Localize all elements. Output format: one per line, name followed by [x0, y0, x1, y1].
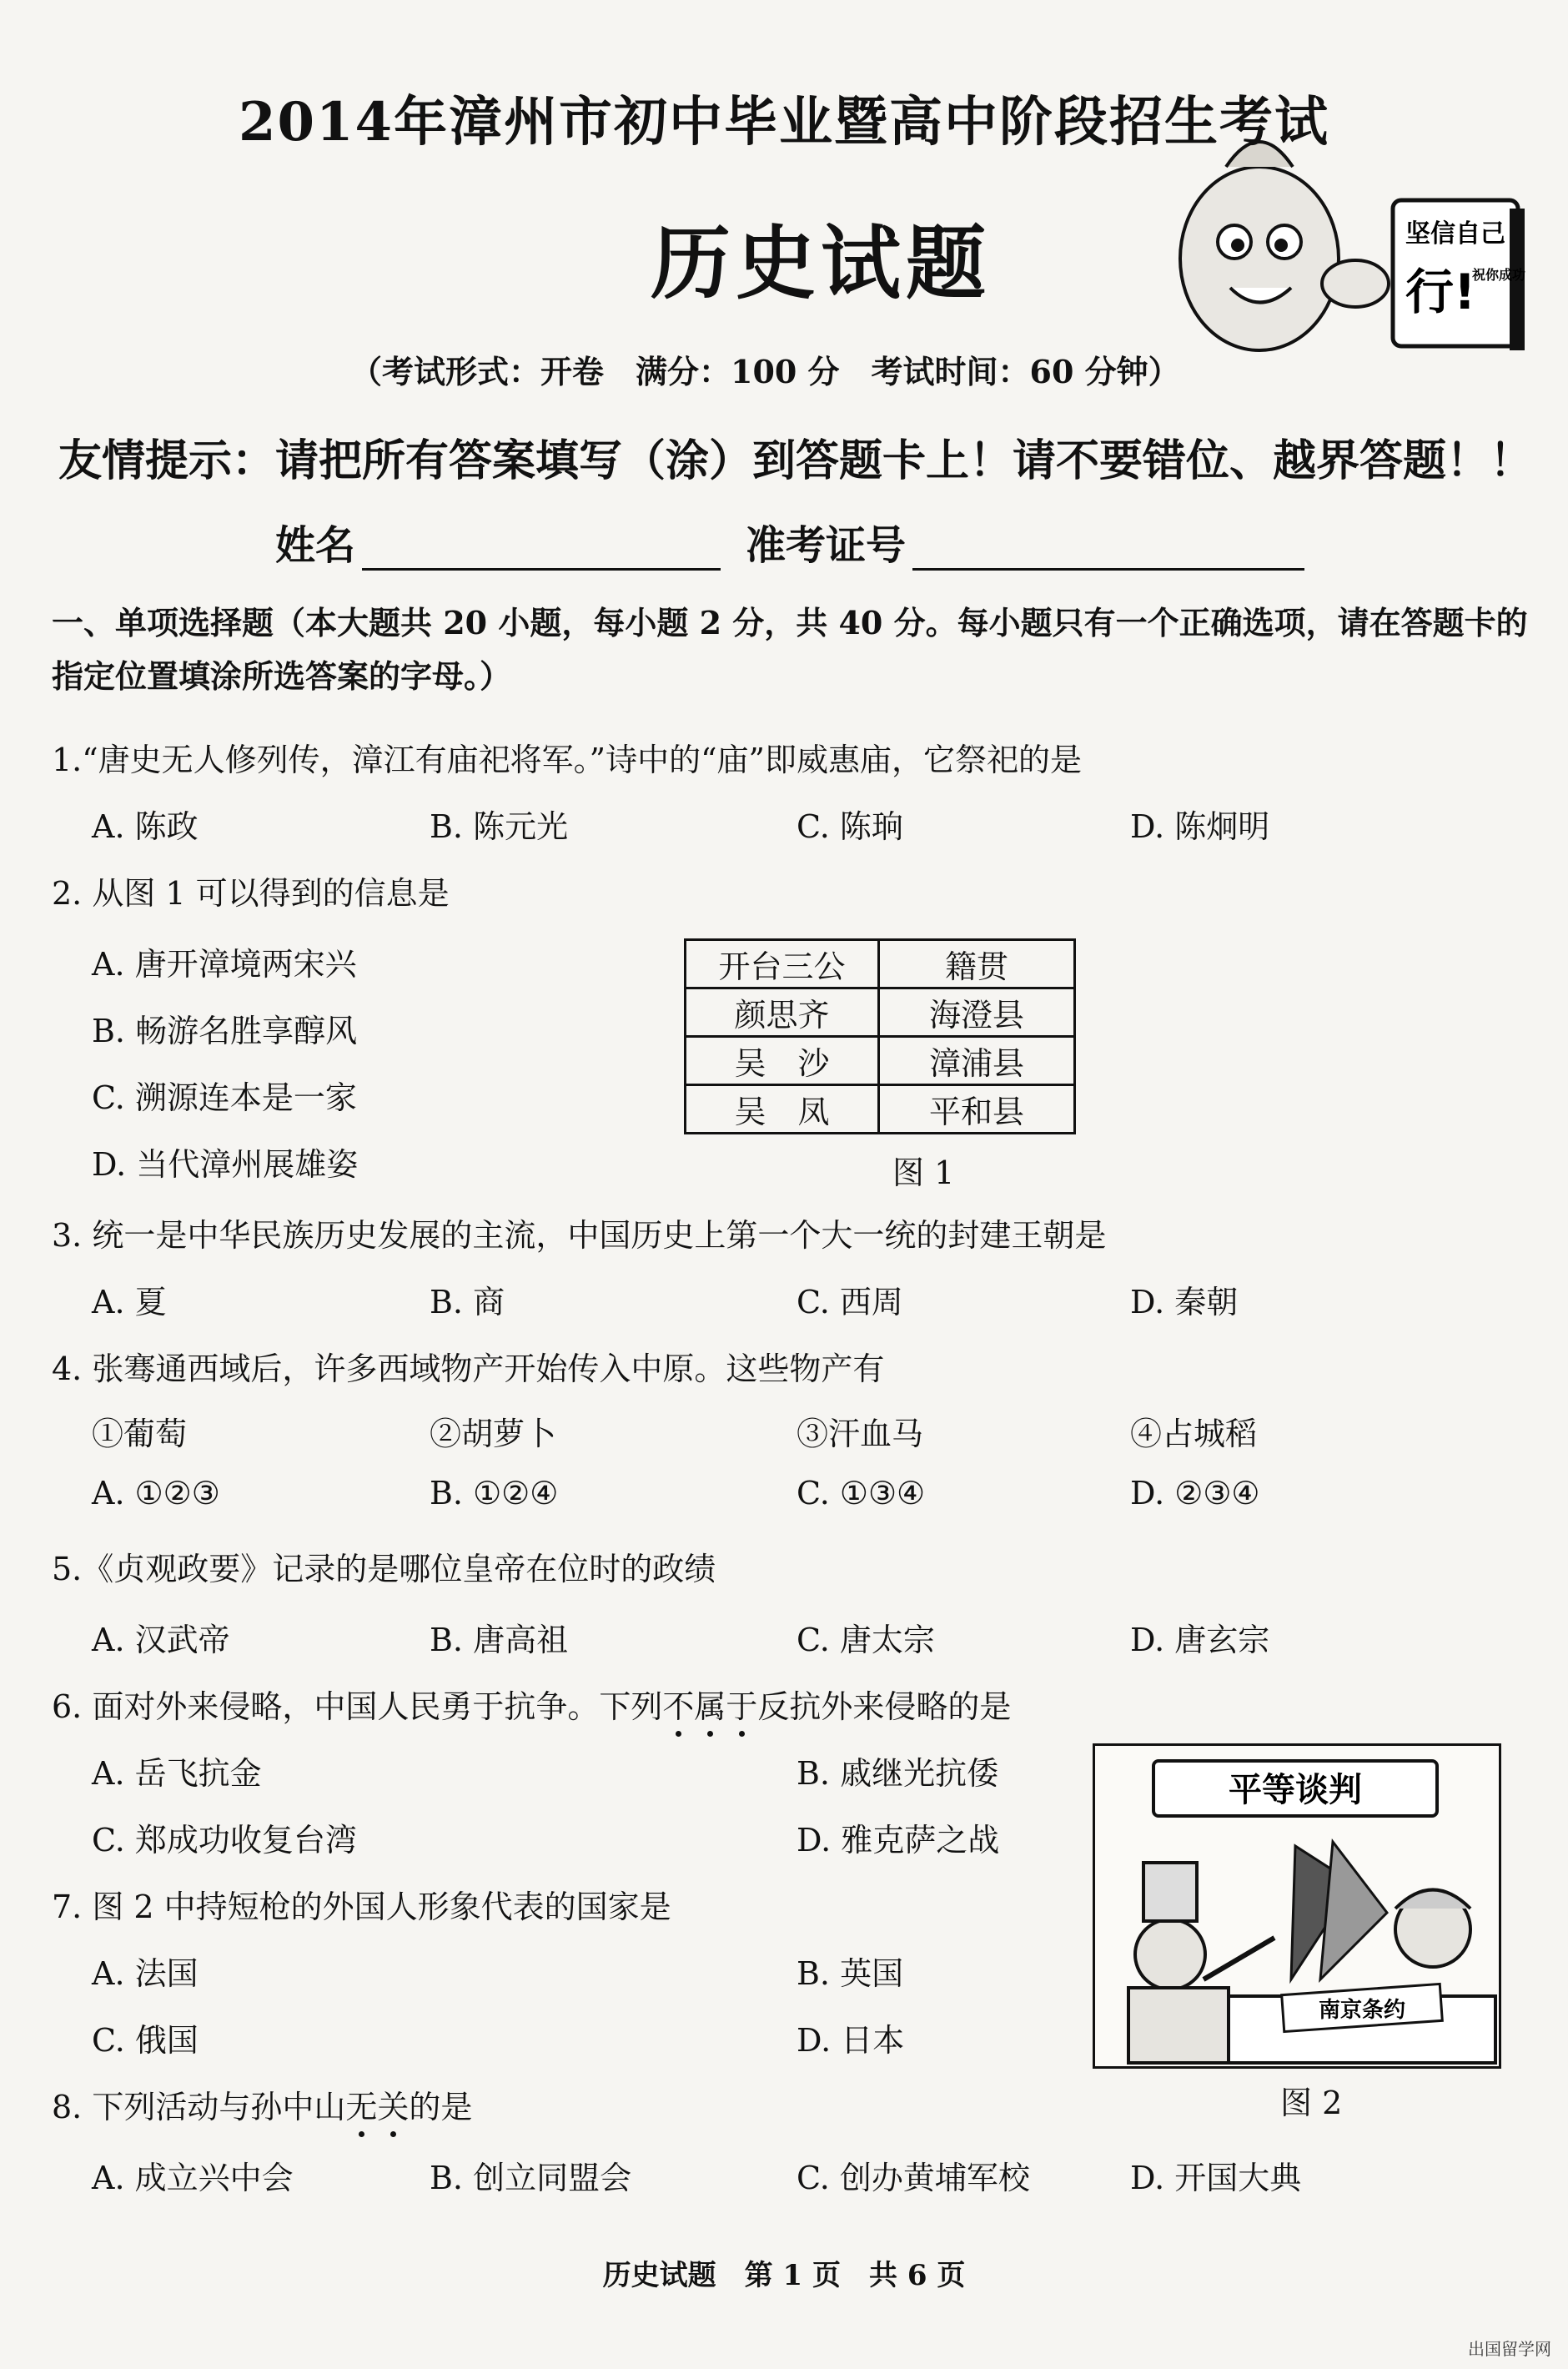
id-label: 准考证号 — [746, 522, 907, 569]
question-6-stem — [52, 1681, 1011, 1727]
q2-option-c[interactable]: C. 溯源连本是一家 — [92, 1079, 357, 1116]
q8-emphasis-char: 关 — [377, 2089, 410, 2125]
cartoon-banner: 平等谈判 — [1229, 1771, 1362, 1809]
table-row — [686, 1085, 1075, 1134]
q2-option-a[interactable]: A. 唐开漳境两宋兴 — [92, 946, 357, 983]
q4-option-a[interactable]: A. ①②③ — [92, 1475, 220, 1511]
cartoon-illustration — [1095, 1746, 1499, 2066]
question-8-stem — [52, 2081, 472, 2127]
q5-option-b[interactable]: B. 唐高祖 — [430, 1622, 569, 1658]
table-cell: 平和县 — [879, 1085, 1075, 1134]
question-4-stem: 4. 张骞通西域后，许多西域物产开始传入中原。这些物产有 — [52, 1350, 885, 1387]
table-cell: 海澄县 — [879, 988, 1075, 1037]
id-field[interactable] — [912, 529, 1304, 571]
q3-option-d[interactable]: D. 秦朝 — [1130, 1284, 1239, 1320]
section-heading: 一、单项选择题（本大题共 20 小题，每小题 2 分，共 40 分。每小题只有一个正确选项，请在答题卡的指定位置填涂所选答案的字母。） — [52, 604, 1528, 695]
q7-option-c[interactable]: C. 俄国 — [92, 2022, 199, 2059]
exam-subtitle: 历史试题 — [651, 216, 991, 310]
q3-option-a[interactable]: A. 夏 — [92, 1284, 167, 1320]
table-row — [686, 988, 1075, 1037]
q6-stem-text: 6. 面对外来侵略，中国人民勇于抗争。下列 — [52, 1688, 663, 1725]
table-row — [686, 1037, 1075, 1085]
question-2-stem: 2. 从图 1 可以得到的信息是 — [52, 875, 450, 912]
q1-option-c[interactable]: C. 陈珦 — [797, 808, 903, 845]
exam-title: 2014年漳州市初中毕业暨高中阶段招生考试 — [238, 91, 1330, 153]
q6-option-b[interactable]: B. 戚继光抗倭 — [797, 1755, 999, 1792]
q8-emphasis-char: 无 — [345, 2089, 378, 2125]
q3-option-c[interactable]: C. 西周 — [797, 1284, 903, 1320]
q6-emphasis-char: 属 — [694, 1688, 726, 1725]
friendly-tip: 友情提示：请把所有答案填写（涂）到答题卡上！请不要错位、越界答题！！ — [58, 436, 1534, 486]
table-cell: 漳浦县 — [879, 1037, 1075, 1085]
q1-option-a[interactable]: A. 陈政 — [92, 808, 199, 845]
q1-option-d[interactable]: D. 陈炯明 — [1130, 808, 1270, 845]
question-5-stem: 5.《贞观政要》记录的是哪位皇帝在位时的政绩 — [52, 1551, 716, 1587]
q2-option-b[interactable]: B. 畅游名胜享醇风 — [92, 1013, 358, 1049]
q6-stem-text: 反抗外来侵略的是 — [757, 1688, 1012, 1725]
name-label: 姓名 — [275, 522, 356, 569]
q6-emphasis-char: 不 — [662, 1688, 695, 1725]
q4-item-3: ③汗血马 — [797, 1416, 924, 1452]
exam-info: （考试形式：开卷 满分：100 分 考试时间：60 分钟） — [350, 353, 1180, 390]
q7-option-d[interactable]: D. 日本 — [797, 2022, 905, 2059]
q6-option-c[interactable]: C. 郑成功收复台湾 — [92, 1822, 357, 1858]
q4-option-c[interactable]: C. ①③④ — [797, 1475, 926, 1511]
q1-option-b[interactable]: B. 陈元光 — [430, 808, 569, 845]
question-7-stem: 7. 图 2 中持短枪的外国人形象代表的国家是 — [52, 1889, 671, 1925]
table-header-row — [686, 940, 1075, 988]
q5-option-d[interactable]: D. 唐玄宗 — [1130, 1622, 1270, 1658]
q6-option-d[interactable]: D. 雅克萨之战 — [797, 1822, 1000, 1858]
mascot-text-top: 坚信自己 — [1405, 219, 1505, 249]
figure-2-cartoon — [1093, 1743, 1501, 2069]
table-cell: 吴 沙 — [686, 1037, 879, 1085]
table-header-cell: 籍贯 — [879, 940, 1075, 988]
q5-option-a[interactable]: A. 汉武帝 — [92, 1622, 230, 1658]
mascot-text-small: 祝你成功 — [1472, 267, 1526, 283]
q4-option-b[interactable]: B. ①②④ — [430, 1475, 559, 1511]
figure-2-caption: 图 2 — [1280, 2085, 1343, 2121]
q4-item-2: ②胡萝卜 — [430, 1416, 557, 1452]
question-3-stem: 3. 统一是中华民族历史发展的主流，中国历史上第一个大一统的封建王朝是 — [52, 1217, 1107, 1254]
q6-emphasis-char: 于 — [726, 1688, 758, 1725]
question-1-stem: 1.“唐史无人修列传，漳江有庙祀将军。”诗中的“庙”即威惠庙，它祭祀的是 — [52, 742, 1082, 778]
q8-option-c[interactable]: C. 创办黄埔军校 — [797, 2160, 1030, 2196]
q4-item-1: ①葡萄 — [92, 1416, 188, 1452]
table-header-cell: 开台三公 — [686, 940, 879, 988]
figure-1-table — [684, 938, 1076, 1134]
q8-option-d[interactable]: D. 开国大典 — [1130, 2160, 1302, 2196]
site-watermark: 出国留学网 — [1468, 2339, 1551, 2359]
q8-option-a[interactable]: A. 成立兴中会 — [92, 2160, 294, 2196]
treaty-document-label: 南京条约 — [1318, 1998, 1406, 2023]
q3-option-b[interactable]: B. 商 — [430, 1284, 505, 1320]
page-footer: 历史试题 第 1 页 共 6 页 — [602, 2259, 966, 2292]
name-field[interactable] — [362, 529, 721, 571]
q6-option-a[interactable]: A. 岳飞抗金 — [92, 1755, 262, 1792]
q5-option-c[interactable]: C. 唐太宗 — [797, 1622, 935, 1658]
mascot-text-big: 行! — [1405, 264, 1476, 320]
q8-option-b[interactable]: B. 创立同盟会 — [430, 2160, 632, 2196]
q2-option-d[interactable]: D. 当代漳州展雄姿 — [92, 1146, 359, 1183]
figure-1-caption: 图 1 — [892, 1154, 955, 1191]
table-cell: 吴 凤 — [686, 1085, 879, 1134]
q4-option-d[interactable]: D. ②③④ — [1130, 1475, 1260, 1511]
q4-item-4: ④占城稻 — [1130, 1416, 1258, 1452]
table-cell: 颜思齐 — [686, 988, 879, 1037]
q7-option-b[interactable]: B. 英国 — [797, 1955, 904, 1992]
q8-stem-text: 8. 下列活动与孙中山 — [52, 2089, 346, 2125]
candidate-fields — [275, 513, 1304, 571]
q8-stem-text: 的是 — [409, 2089, 473, 2125]
q7-option-a[interactable]: A. 法国 — [92, 1955, 199, 1992]
